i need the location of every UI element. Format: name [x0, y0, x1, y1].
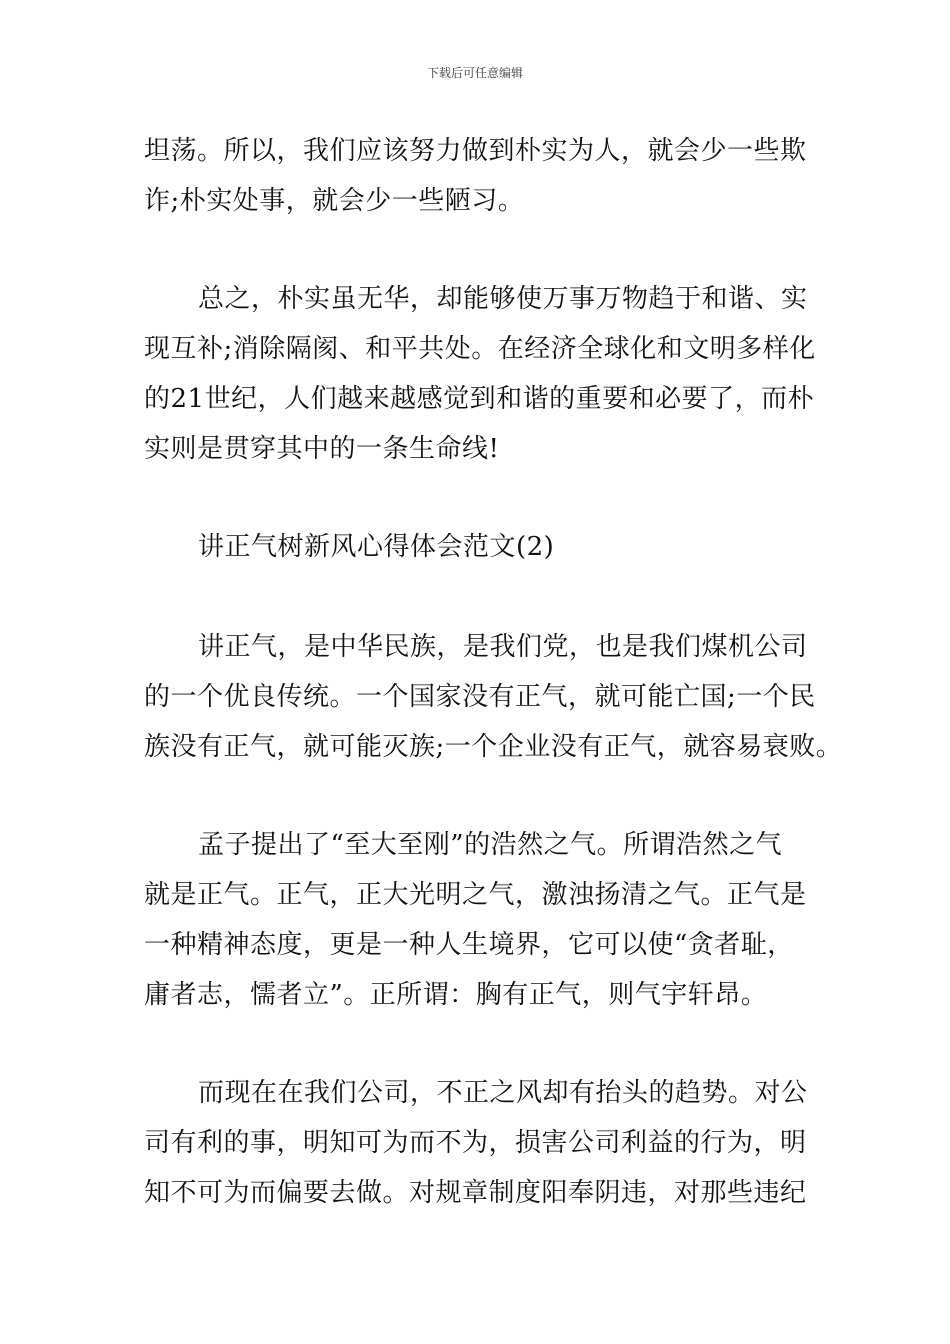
paragraph-line: 讲正气，是中华民族，是我们党，也是我们煤机公司 [198, 632, 808, 662]
paragraph-line: 司有利的事，明知可为而不为，损害公司利益的行为，明 [144, 1128, 807, 1158]
paragraph-5 [144, 1068, 808, 1218]
paragraph-line: 孟子提出了“至大至刚”的浩然之气。所谓浩然之气 [198, 830, 783, 860]
paragraph-line: 实则是贯穿其中的一条生命线! [144, 434, 500, 464]
paragraph-4 [144, 820, 808, 1020]
paragraph-line: 族没有正气，就可能灭族;一个企业没有正气，就容易衰败。 [144, 732, 843, 762]
paragraph-line: 就是正气。正气，正大光明之气，激浊扬清之气。正气是 [144, 880, 807, 910]
paragraph-2 [144, 274, 816, 474]
paragraph-3 [144, 622, 843, 772]
section-title-text: 讲正气树新风心得体会范文(2) [198, 532, 555, 562]
paragraph-line: 一种精神态度，更是一种人生境界，它可以使“贪者耻， [144, 930, 794, 960]
page-header: 下载后可任意编辑 [426, 66, 523, 80]
paragraph-line: 坦荡。所以，我们应该努力做到朴实为人，就会少一些欺 [144, 136, 807, 166]
paragraph-line: 的21世纪，人们越来越感觉到和谐的重要和必要了，而朴 [144, 384, 815, 414]
paragraph-line: 诈;朴实处事，就会少一些陋习。 [144, 186, 525, 216]
paragraph-line: 总之，朴实虽无华，却能够使万事万物趋于和谐、实 [198, 284, 808, 314]
paragraph-line: 现互补;消除隔阂、和平共处。在经济全球化和文明多样化 [144, 334, 816, 364]
section-title [144, 522, 808, 572]
paragraph-line: 而现在在我们公司，不正之风却有抬头的趋势。对公 [198, 1078, 808, 1108]
paragraph-1 [144, 126, 808, 226]
paragraph-line: 庸者志，懦者立”。正所谓：胸有正气，则气宇轩昂。 [144, 980, 768, 1010]
paragraph-line: 知不可为而偏要去做。对规章制度阳奉阴违，对那些违纪 [144, 1178, 807, 1208]
paragraph-line: 的一个优良传统。一个国家没有正气，就可能亡国;一个民 [144, 682, 816, 712]
